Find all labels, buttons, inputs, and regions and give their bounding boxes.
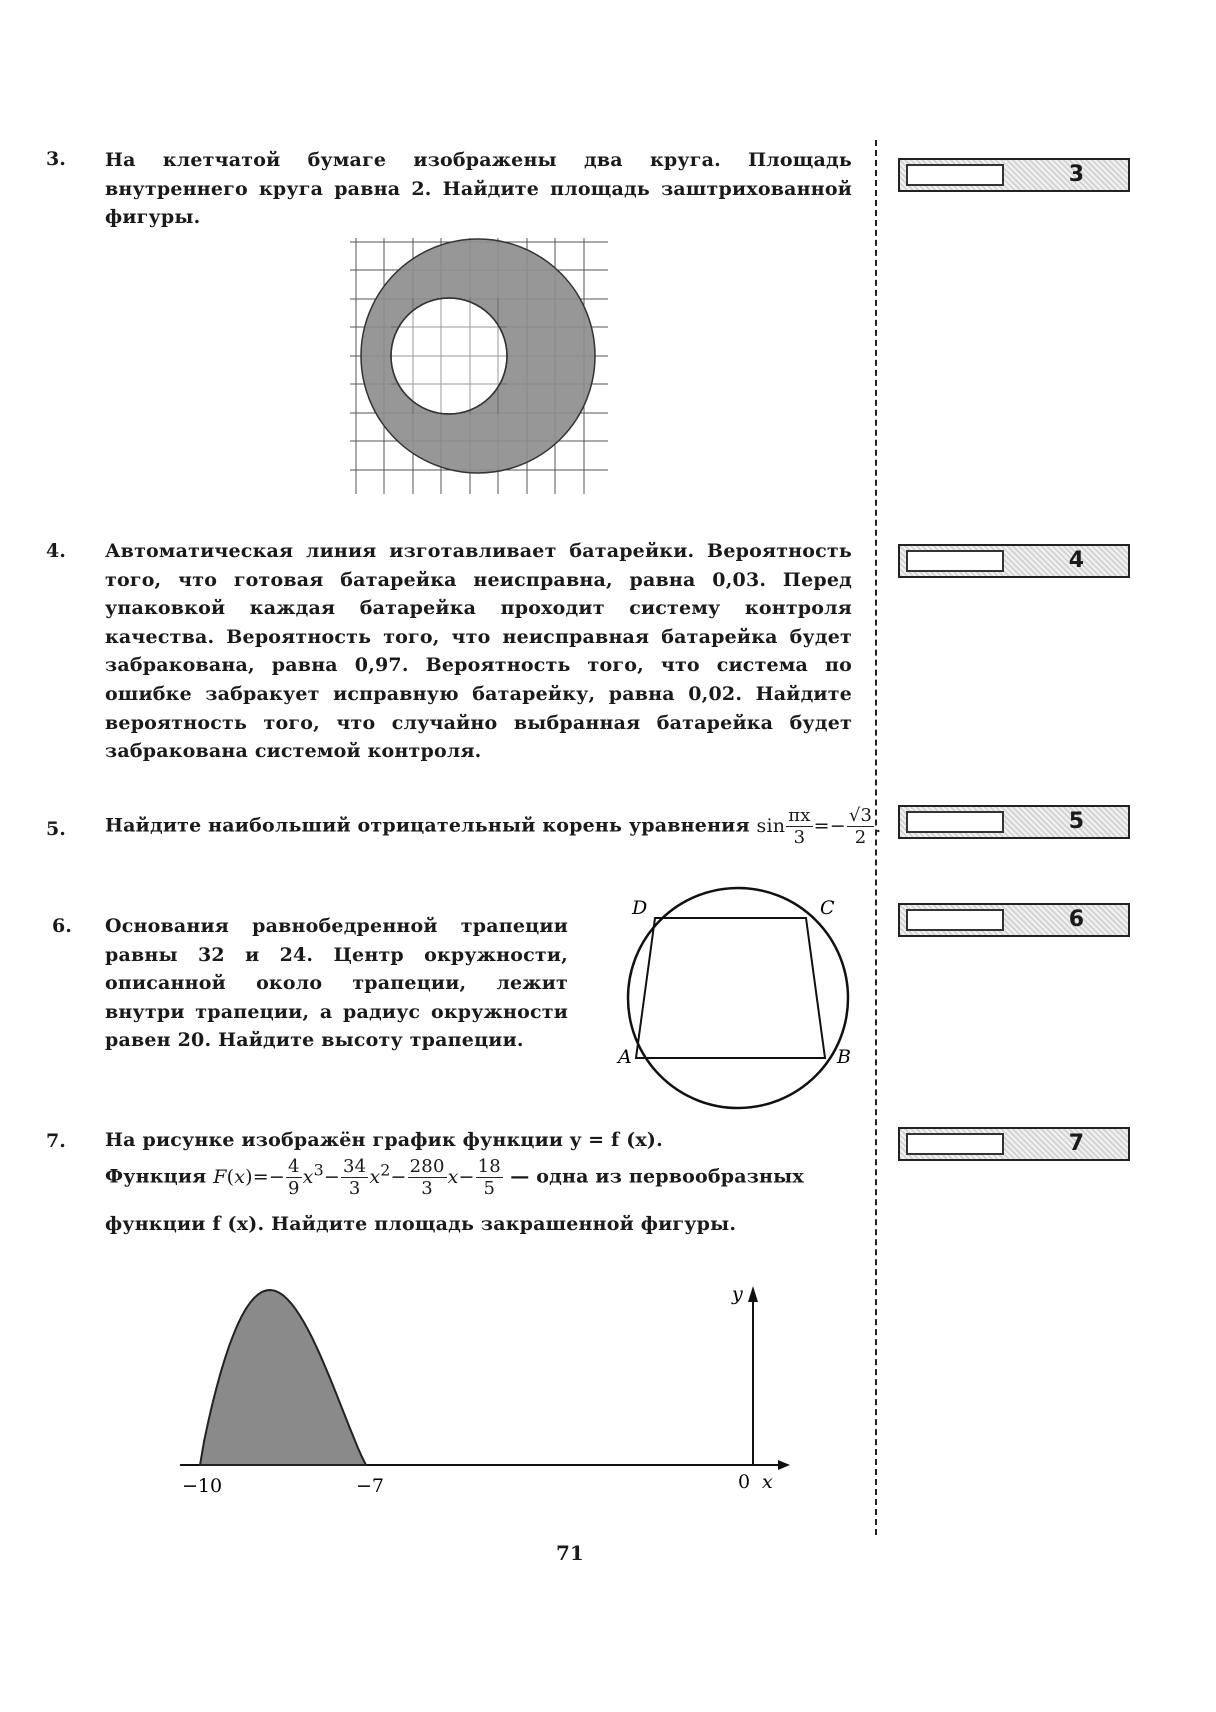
answer-field-4[interactable] <box>906 550 1004 572</box>
trapezoid <box>636 918 825 1058</box>
x-axis-arrow <box>778 1460 790 1470</box>
tick-minus-7: −7 <box>356 1475 385 1497</box>
problem-3-text: На клетчатой бумаге изображены два круга. Площадь внутреннего круга равна 2. Найдите площадь заштрихованной фигуры. <box>105 149 852 229</box>
answer-box-7[interactable] <box>898 1127 1130 1161</box>
shaded-region <box>200 1290 366 1465</box>
trapezoid-figure <box>610 885 860 1115</box>
tick-minus-10: −10 <box>182 1475 223 1497</box>
answer-field-3[interactable] <box>906 164 1004 186</box>
problem-5-text <box>105 805 882 848</box>
function-word: Функция <box>105 1165 207 1188</box>
x-axis-label: x <box>762 1471 773 1493</box>
vertex-a: A <box>618 1046 632 1068</box>
vertex-b: B <box>837 1046 851 1068</box>
page-number: 71 <box>556 1541 584 1565</box>
problem-5-lead: Найдите наибольший отрицательный корень уравнения <box>105 814 750 837</box>
problem-3-number: 3. <box>46 148 66 170</box>
problem-7-line3: функции f (x). Найдите площадь закрашенной фигуры. <box>105 1213 737 1235</box>
y-axis-arrow <box>748 1286 758 1302</box>
answer-label-5: 5 <box>1068 809 1084 834</box>
problem-7-line2 <box>105 1156 865 1199</box>
answer-field-7[interactable] <box>906 1133 1004 1155</box>
problem-6-text: Основания равнобедренной трапеции равны 32 и 24. Центр окружности, описанной около трапеции, лежит внутри трапеции, а радиус окружности равен 20. Найдите высоту трапеции. <box>105 915 568 1052</box>
function-graph <box>170 1270 810 1510</box>
answer-field-6[interactable] <box>906 909 1004 931</box>
answer-label-6: 6 <box>1068 907 1084 932</box>
circumcircle <box>628 888 848 1108</box>
sin-label: sin <box>756 814 786 837</box>
problem-7-number: 7. <box>46 1130 66 1152</box>
circles-figure <box>350 238 610 496</box>
y-axis-label: y <box>732 1283 743 1305</box>
answer-box-3[interactable] <box>898 158 1130 192</box>
eq-num: πx <box>788 805 811 826</box>
answer-box-6[interactable] <box>898 903 1130 937</box>
equation-5: sin $\frac{\pi x}{3}$ =− $\frac{√3}{2}$ . <box>756 805 882 848</box>
problem-7-line1: На рисунке изображён график функции y = f (x). <box>105 1129 663 1151</box>
eq-rhs-num: √3 <box>848 805 873 826</box>
problem-4-text: Автоматическая линия изготавливает батарейки. Вероятность того, что готовая батарейка неисправна, равна 0,03. Перед упаковкой каждая батарейка проходит систему контроля качества. Вероятность того, что неисправная батарейка будет забракована, равна 0,97. Вероятность того, что система по ошибке забракует исправную батарейку, равна 0,02. Найдите вероятность того, что случайно выбранная батарейка будет забракована системой контроля. <box>105 540 852 763</box>
vertex-d: D <box>632 897 648 919</box>
antiderivative-formula: F(x)=− $\frac{4}{9}$ $x^3-$ $\frac{34}{3}$ $x^2-$ $\frac{280}{3}$ x− $\frac{18}{5}$ <box>213 1156 501 1199</box>
problem-5-number: 5. <box>46 818 66 840</box>
suffix-text: — одна из первообразных <box>510 1165 804 1188</box>
eq-rhs-den: 2 <box>854 827 867 848</box>
tick-zero: 0 <box>738 1471 751 1493</box>
answer-box-4[interactable] <box>898 544 1130 578</box>
answer-field-5[interactable] <box>906 811 1004 833</box>
answer-label-7: 7 <box>1068 1131 1084 1156</box>
answer-label-4: 4 <box>1068 548 1084 573</box>
vertex-c: C <box>820 897 835 919</box>
answer-box-5[interactable] <box>898 805 1130 839</box>
cut-line <box>875 140 877 1535</box>
eq-den: 3 <box>793 827 806 848</box>
problem-6-number: 6. <box>52 915 72 937</box>
answer-label-3: 3 <box>1068 162 1084 187</box>
problem-4-number: 4. <box>46 540 66 562</box>
